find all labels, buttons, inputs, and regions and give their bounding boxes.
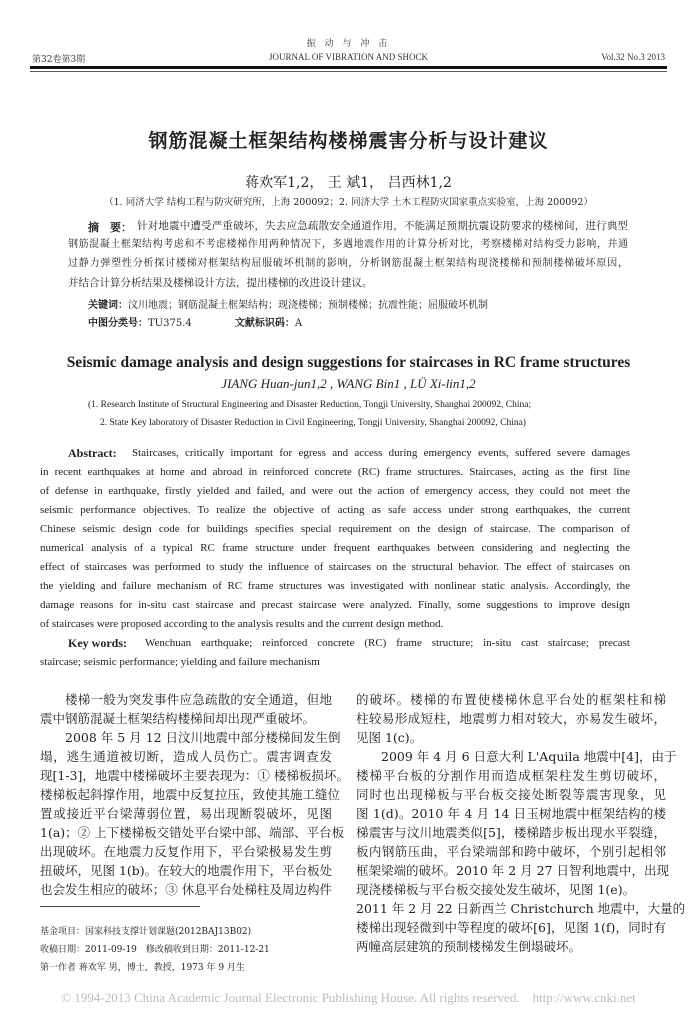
body-line: 的破坏。楼梯的布置使楼梯休息平台处的框架柱和梯 — [356, 692, 666, 707]
abstract-cn-line: 针对地震中遭受严重破坏，失去应急疏散安全通道作用，不能满足预期抗震设防要求的楼梯间，进行典型 — [137, 220, 628, 232]
body-line: 出现破坏。在地震力反复作用下，平台梁极易发生剪 — [40, 844, 332, 859]
body-line: 楼梯板起斜撑作用，地震中反复拉压，致使其施工缝位 — [40, 787, 341, 802]
abstract-en-line: damage reasons for in-situ cast staircase and precast staircase were analyzed. Finally, some suggestions to improve design — [40, 599, 630, 611]
body-line: 2008 年 5 月 12 日汶川地震中部分楼梯间发生倒 — [65, 730, 341, 745]
body-line: 置或接近平台梁薄弱位置，易出现断裂破坏，见图 — [40, 806, 332, 821]
body-line: 两幢高层建筑的预制楼梯发生倒塌破坏。 — [356, 939, 582, 954]
footnote-fund: 基金项目：国家科技支撑计划课题(2012BAJ13B02) — [40, 927, 252, 937]
keywords-en-label: Key words: — [68, 636, 127, 650]
abstract-cn-line: 并结合计算分析结果及楼梯设计方法，提出楼梯的改进设计建议。 — [68, 277, 373, 289]
body-line: 板内钢筋压曲，平台梁端部和跨中破坏，个别引起相邻 — [356, 844, 666, 859]
body-line: 楼梯平台板的分割作用而造成框架柱发生剪切破坏， — [356, 768, 666, 783]
abstract-en-line: Staircases, critically important for egress and access during emergency events, suffered severe damages — [132, 447, 630, 459]
title-en: Seismic damage analysis and design suggestions for staircases in RC frame structures — [66, 354, 631, 371]
doc-code-value: A — [294, 318, 303, 329]
classification — [88, 314, 302, 329]
body-line: 2009 年 4 月 6 日意大利 L'Aquila 地震中[4]，由于 — [381, 749, 677, 764]
body-line: 扭破坏，见图 1(b)。在较大的地震作用下，平台板处 — [40, 863, 333, 878]
body-line: 2011 年 2 月 22 日新西兰 Christchurch 地震中，大量的 — [356, 901, 686, 916]
body-line: 1(a)；② 上下楼梯板交错处平台梁中部、端部、平台板 — [40, 825, 345, 840]
body-line: 楼梯出现轻微到中等程度的破坏[6]，见图 1(f)，同时有 — [356, 920, 666, 935]
header-rule-thin — [30, 71, 667, 72]
abstract-en-line: numerical analysis of a typical RC frame structure under frequent earthquakes between considering and neglecting the — [40, 542, 630, 554]
body-line: 同时也出现梯板与平台板交接处断裂等震害现象，见 — [356, 787, 666, 802]
body-line: 梯震害与汶川地震类似[5]，楼梯踏步板出现水平裂缝， — [356, 825, 666, 840]
abstract-en-line: of defense in earthquake, firstly yielded and failed, and were out the action of emergency access, they could not meet the — [40, 485, 630, 497]
copyright: © 1994-2013 China Academic Journal Electronic Publishing House. All rights reserved. http://www.cnki.net — [61, 990, 636, 1005]
keywords-cn — [88, 296, 488, 311]
authors-cn: 蒋欢军1,2， 王 斌1， 吕西林1,2 — [245, 175, 452, 191]
body-line: 塌，逃生通道被切断，造成人员伤亡。震害调查发 — [40, 749, 332, 764]
abstract-en-line: Chinese seismic design code for buildings specifies special requirement on the design of staircase. The comparison of — [40, 523, 630, 535]
abstract-cn-line: 钢筋混凝土框架结构考虑和不考虑楼梯作用两种情况下，多遇地震作用的计算分析对比，考察楼梯对结构受力影响，并通 — [68, 239, 628, 250]
body-line: 图 1(d)。2010 年 4 月 14 日玉树地震中框架结构的楼 — [356, 806, 666, 821]
title-cn: 钢筋混凝土框架结构楼梯震害分析与设计建议 — [148, 130, 549, 152]
body-line: 楼梯一般为突发事件应急疏散的安全通道，但地 — [65, 692, 332, 707]
journal-name-cn: 振 动 与 冲 击 — [306, 39, 391, 49]
abstract-en-line: in recent earthquakes at home and abroad in reinforced concrete (RC) frame structures. Staircases, acting as the first line — [40, 466, 630, 478]
body-line: 现浇楼梯板与平台板交接处发生破坏，见图 1(e)。 — [356, 882, 636, 897]
keywords-cn-text: 汶川地震；钢筋混凝土框架结构；现浇楼梯；预制楼梯；抗震性能；屈服破坏机制 — [128, 300, 488, 311]
abstract-en-line: the yielding and failure mechanism of RC frame structures was investigated with nonlinear static analysis. Accordingly, the — [40, 580, 630, 592]
authors-en: JIANG Huan-jun1,2 , WANG Bin1 , LÜ Xi-lin1,2 — [221, 376, 476, 391]
keywords-en-line: staircase; seismic performance; yielding and failure mechanism — [40, 656, 320, 668]
footnote-author: 第一作者 蒋欢军 男，博士，教授，1973 年 9 月生 — [40, 963, 245, 973]
volume-cn: 第32卷第3期 — [32, 55, 86, 65]
abstract-cn-line: 过静力弹塑性分析探讨楼梯对框架结构屈服破坏机制的影响，分析钢筋混凝土框架结构现浇楼梯和预制楼梯破坏原因， — [68, 258, 628, 269]
affiliation-en-1: (1. Research Institute of Structural Engineering and Disaster Reduction, Tongji University, Shanghai 200092, China; — [88, 400, 532, 410]
abstract-cn-label: 摘 要： — [88, 221, 132, 234]
affiliation-en-2: 2. State Key laboratory of Disaster Reduction in Civil Engineering, Tongji University, Shanghai 200092, China) — [100, 418, 526, 428]
affiliation-cn: （1. 同济大学 结构工程与防灾研究所，上海 200092；2. 同济大学 土木工程防灾国家重点实验室，上海 200092） — [104, 197, 593, 208]
body-line: 框架梁端的破坏。2010 年 2 月 27 日智利地震中，出现 — [356, 863, 670, 878]
body-line: 见图 1(c)。 — [356, 730, 423, 745]
body-line: 震中钢筋混凝土框架结构楼梯间却出现严重破坏。 — [40, 711, 316, 726]
clc-value: TU375.4 — [148, 318, 192, 329]
body-line: 也会发生相应的破坏；③ 休息平台处梯柱及周边构件 — [40, 882, 332, 897]
journal-name-en: JOURNAL OF VIBRATION AND SHOCK — [268, 52, 429, 62]
abstract-en-line: seismic performance objectives. To realize the objective of acting as safe access under strong earthquakes, the current — [40, 504, 630, 516]
footnote-dates: 收稿日期：2011-09-19 修改稿收到日期：2011-12-21 — [40, 945, 270, 955]
footnote-rule — [40, 906, 200, 907]
abstract-en-line: effect of staircases was performed to study the influence of staircases on the structural behavior. The effect of staircases on — [40, 561, 630, 573]
clc-label: 中图分类号： — [88, 318, 148, 329]
abstract-en-line: of staircases were proposed according to the analysis results and the current design method. — [40, 618, 444, 630]
body-line: 柱较易形成短柱，地震剪力相对较大，亦易发生破坏， — [356, 711, 666, 726]
abstract-en-label: Abstract: — [68, 446, 117, 460]
header-rule — [30, 66, 667, 69]
keywords-cn-label: 关键词： — [88, 300, 128, 311]
keywords-en-line: Wenchuan earthquake; reinforced concrete (RC) frame structure; in-situ cast staircase; precast — [145, 637, 630, 649]
volume-en: Vol.32 No.3 2013 — [601, 52, 665, 62]
doc-code-label: 文献标识码： — [234, 318, 295, 329]
body-line: 现[1-3]，地震中楼梯破坏主要表现为：① 楼梯板损坏。 — [40, 768, 349, 783]
